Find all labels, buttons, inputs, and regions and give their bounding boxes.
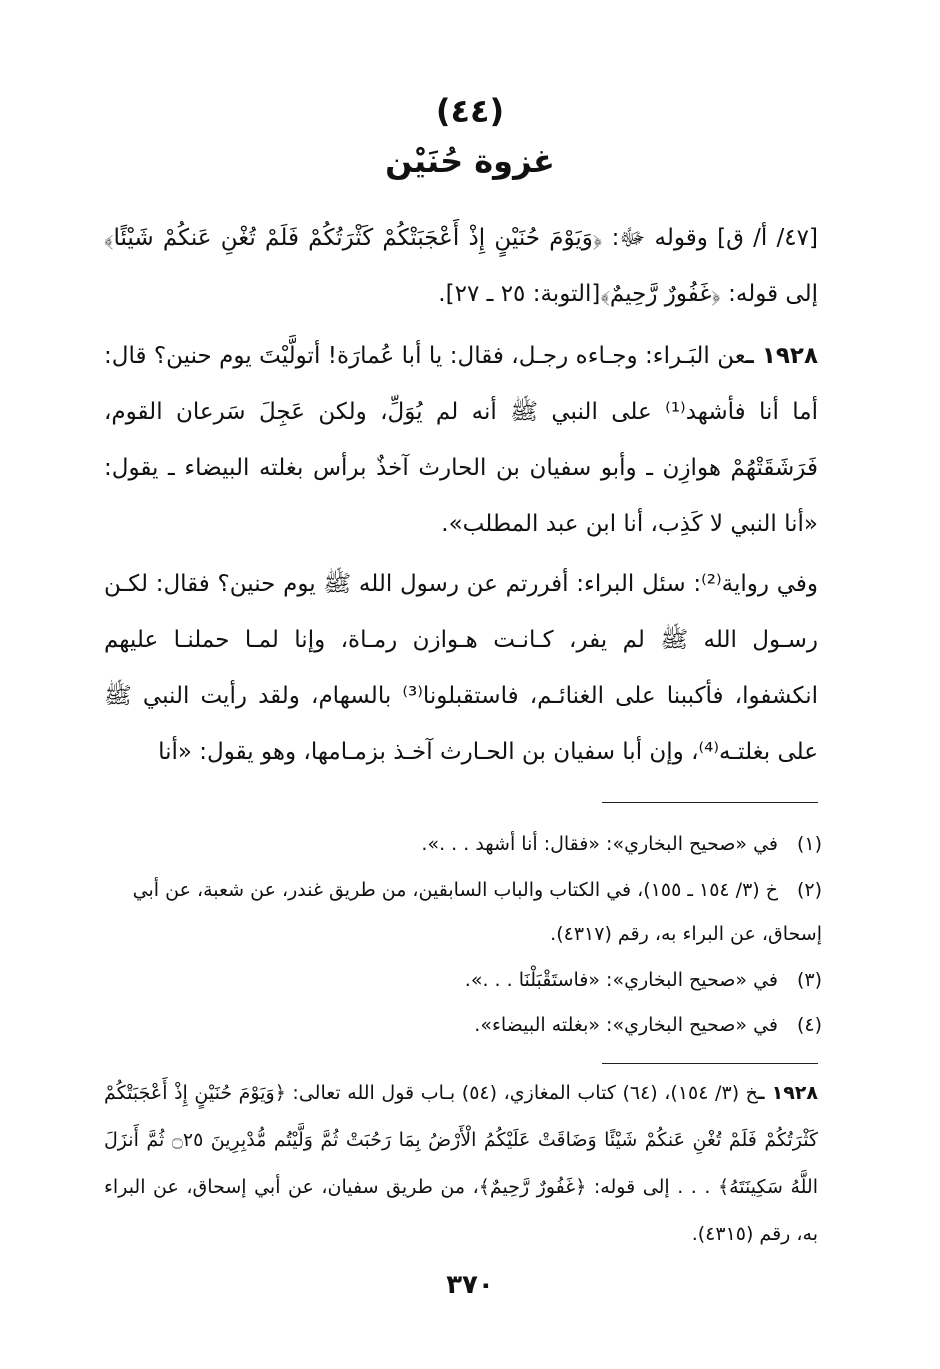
intro-paragraph	[104, 210, 818, 322]
hadith-text: عن البَـراء: وجـاءه رجـل، فقال: يا أبا عُمارَة! أتولَّيْتَ يوم حنين؟ قال: أما أنا فأشهد⁽¹⁾ على النبي ﷺ أنه لم يُوَلِّ، ولكن عَجِلَ سَرعان القوم، فَرَشَقَتْهُمْ هوازِن ـ وأبو سفيان بن الحارث آخذٌ برأس بغلته البيضاء ـ يقول: «أنا النبي لا كَذِب، أنا ابن عبد المطلب».	[104, 343, 818, 537]
source-note-number: ١٩٢٨ ـ	[757, 1082, 818, 1104]
source-divider	[602, 1063, 818, 1064]
footnote-number: (٣)	[796, 969, 822, 991]
footnote-number: (٤)	[796, 1014, 822, 1036]
footnote-text: في «صحيح البخاري»: «فقال: أنا أشهد . . .».	[421, 833, 778, 855]
footnote	[112, 1003, 822, 1047]
footnote-text: خ (٣/ ١٥٤ ـ ١٥٥)، في الكتاب والباب السابقين، من طريق غندر، عن شعبة، عن أبي إسحاق، عن البراء به، رقم (٤٣١٧).	[132, 879, 822, 945]
footnote-number: (١)	[796, 833, 822, 855]
chapter-title: غزوة حُنَيْن	[385, 142, 555, 180]
chapter-number: (٤٤)	[435, 92, 505, 130]
footnote	[112, 958, 822, 1002]
narration-text: وفي رواية⁽²⁾: سئل البراء: أفررتم عن رسول الله ﷺ يوم حنين؟ فقال: لكـن رسـول الله ﷺ لم يفر، كـانـت هـوازن رمـاة، وإنا لمـا حملنـا عليهم انكشفوا، فأكببنا على الغنائـم، فاستقبلونا⁽³⁾ بالسهام، ولقد رأيت النبي ﷺ على بغلتـه⁽⁴⁾، وإن أبا سفيان بن الحـارث آخـذ بزمـامها، وهو يقول: «أنا	[104, 571, 819, 765]
page-number: ٣٧٠	[446, 1270, 494, 1300]
intro-paragraph-text: [٤٧/ أ/ ق] وقوله ﷻ: ﴿وَيَوْمَ حُنَيْنٍ إِذْ أَعْجَبَتْكُمْ كَثْرَتُكُمْ فَلَمْ تُغْنِ عَنكُمْ شَيْئًا﴾ إلى قوله: ﴿غَفُورٌ رَّحِيمٌ﴾[التوبة: ٢٥ ـ ٢٧].	[104, 225, 818, 307]
hadith-paragraph	[104, 328, 818, 552]
footnote	[112, 868, 822, 956]
hadith-number: ١٩٢٨ ـ	[745, 343, 818, 369]
footnote-text: في «صحيح البخاري»: «بغلته البيضاء».	[474, 1014, 778, 1036]
narration-paragraph	[104, 556, 818, 780]
source-note-text: خ (٣/ ١٥٤)، (٦٤) كتاب المغازي، (٥٤) بـاب قول الله تعالى: ﴿وَيَوْمَ حُنَيْنٍ إِذْ أَعْجَبَتْكُمْ كَثْرَتُكُمْ فَلَمْ تُغْنِ عَنكُمْ شَيْئًا وَضَاقَتْ عَلَيْكُمُ الْأَرْضُ بِمَا رَحُبَتْ ثُمَّ وَلَّيْتُم مُّدْبِرِينَ ۝٢٥ ثُمَّ أَنزَلَ اللَّهُ سَكِينَتَهُ﴾ . . . إلى قوله: ﴿غَفُورٌ رَّحِيمٌ﴾، من طريق سفيان، عن أبي إسحاق، عن البراء به، رقم (٤٣١٥).	[104, 1082, 819, 1245]
footnote-number: (٢)	[796, 879, 822, 901]
footnote-text: في «صحيح البخاري»: «فاستَقْبَلْنَا . . .».	[464, 969, 778, 991]
footnote-divider	[602, 802, 818, 803]
footnote	[112, 822, 822, 866]
source-note	[104, 1070, 818, 1258]
